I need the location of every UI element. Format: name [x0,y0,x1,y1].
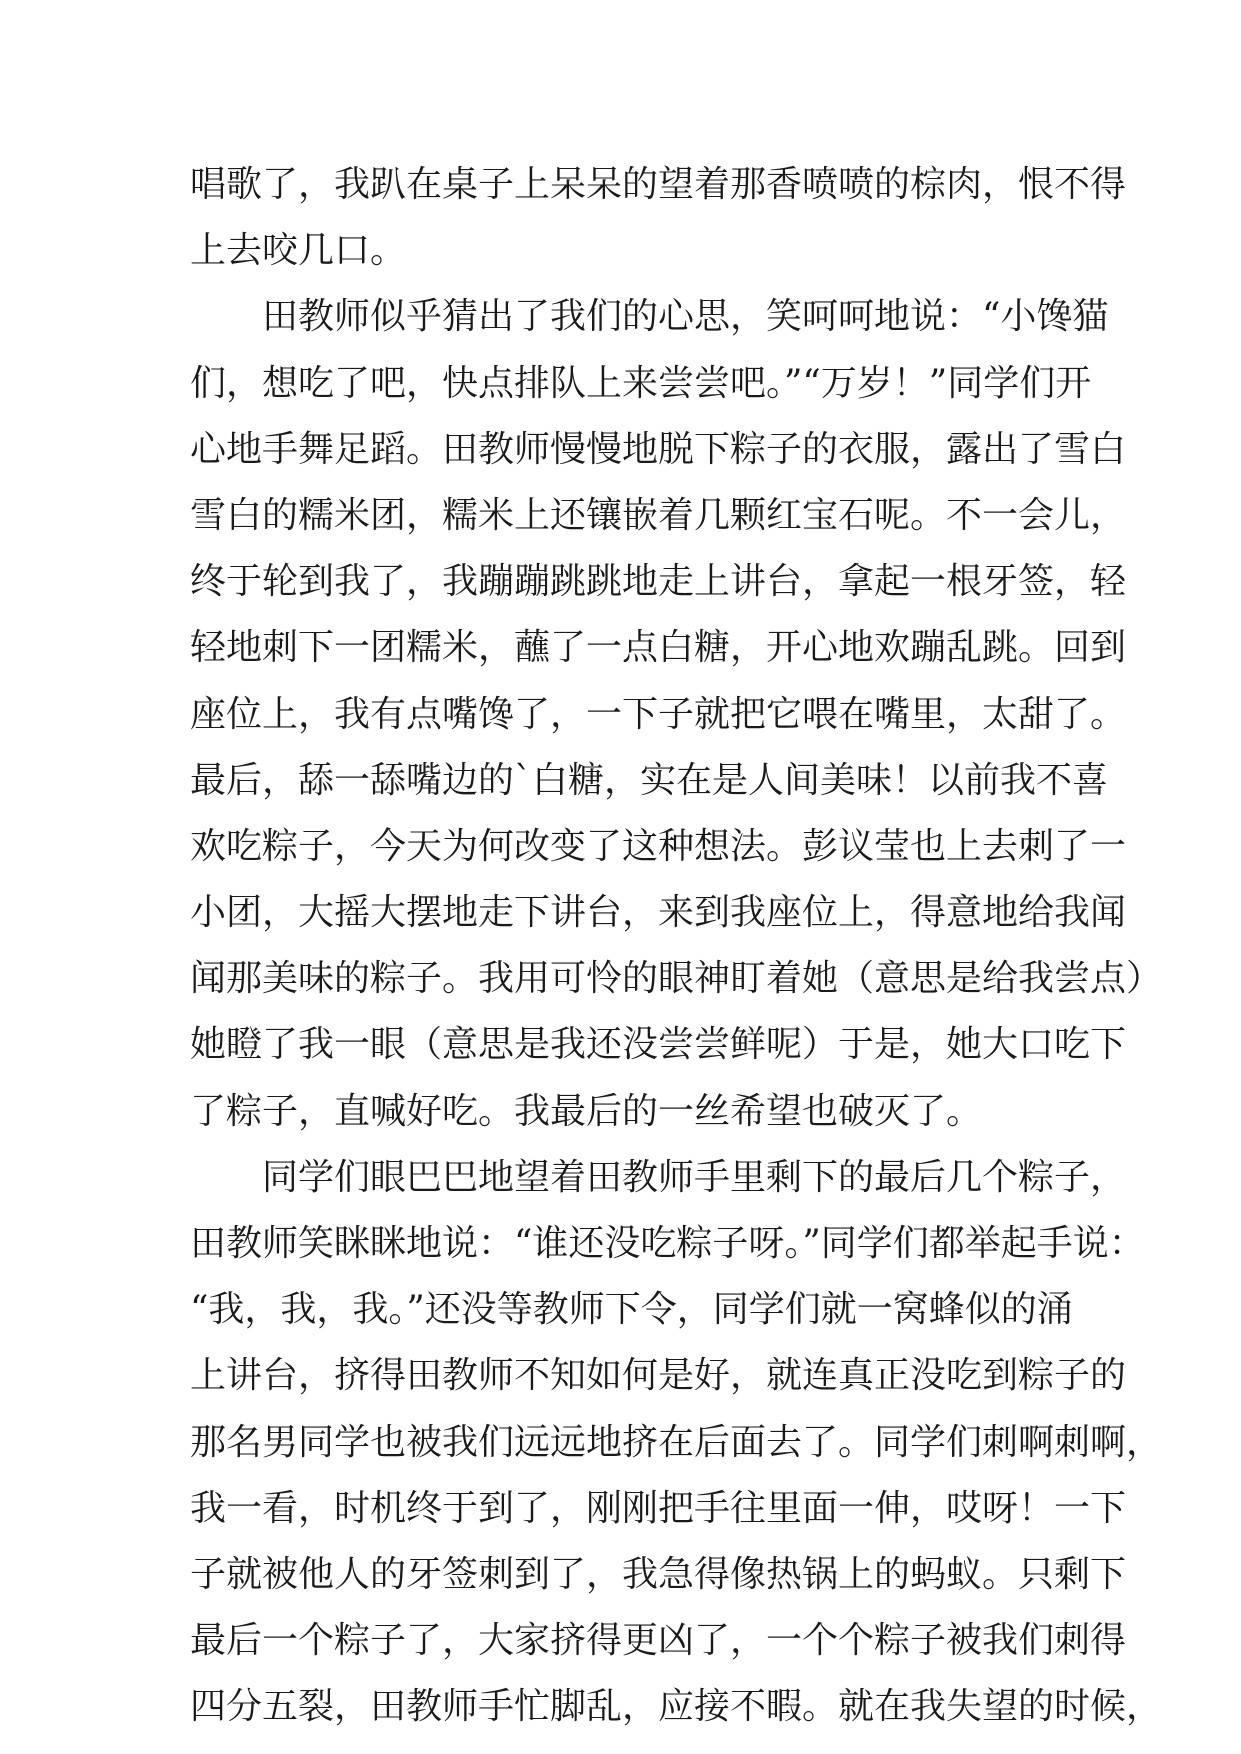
text-line: 子就被他人的牙签刺到了，我急得像热锅上的蚂蚁。只剩下 [190,1553,1127,1595]
text-line: 闻那美味的粽子。我用可怜的眼神盯着她（意思是给我尝点） [190,958,1163,1000]
paragraph-3 [190,1145,1163,1741]
text-line: 同学们眼巴巴地望着田教师手里剩下的最后几个粽子， [190,1156,1127,1198]
text-line: 最后一个粽子了，大家挤得更凶了，一个个粽子被我们刺得 [190,1620,1127,1662]
text-line: 上去咬几口。 [190,230,407,272]
paragraph-2 [190,284,1163,1144]
text-line: 了粽子，直喊好吃。我最后的一丝希望也破灭了。 [190,1090,983,1132]
text-line: 欢吃粽子，今天为何改变了这种想法。彭议莹也上去刺了一 [190,825,1127,867]
document-body [190,152,1163,1741]
text-line: 们，想吃了吧，快点排队上来尝尝吧。”“万岁！”同学们开 [190,362,1092,404]
text-line: 最后，舔一舔嘴边的`白糖，实在是人间美味！以前我不喜 [190,759,1109,801]
text-line: 她瞪了我一眼（意思是我还没尝尝鲜呢）于是，她大口吃下 [190,1024,1127,1066]
text-line: 座位上，我有点嘴馋了，一下子就把它喂在嘴里，太甜了。 [190,693,1127,735]
text-line: “我，我，我。”还没等教师下令，同学们就一窝蜂似的涌 [190,1289,1073,1331]
text-line: 田教师笑眯眯地说：“谁还没吃粽子呀。”同学们都举起手说： [190,1223,1145,1264]
text-line: 四分五裂，田教师手忙脚乱，应接不暇。就在我失望的时候， [190,1686,1163,1728]
text-line: 小团，大摇大摆地走下讲台，来到我座位上，得意地给我闻 [190,892,1127,934]
paragraph-1 [190,152,1127,284]
text-line: 心地手舞足蹈。田教师慢慢地脱下粽子的衣服，露出了雪白 [190,428,1127,470]
text-line: 上讲台，挤得田教师不知如何是好，就连真正没吃到粽子的 [190,1355,1127,1397]
text-line: 轻地刺下一团糯米，蘸了一点白糖，开心地欢蹦乱跳。回到 [190,627,1127,669]
text-line: 那名男同学也被我们远远地挤在后面去了。同学们刺啊刺啊， [190,1421,1163,1463]
text-line: 唱歌了，我趴在桌子上呆呆的望着那香喷喷的棕肉，恨不得 [190,164,1127,205]
text-line: 我一看，时机终于到了，刚刚把手往里面一伸，哎呀！一下 [190,1487,1127,1529]
text-line: 雪白的糯米团，糯米上还镶嵌着几颗红宝石呢。不一会儿， [190,494,1127,536]
text-line: 田教师似乎猜出了我们的心思，笑呵呵地说：“小馋猫 [190,296,1109,338]
text-line: 终于轮到我了，我蹦蹦跳跳地走上讲台，拿起一根牙签，轻 [190,561,1127,603]
